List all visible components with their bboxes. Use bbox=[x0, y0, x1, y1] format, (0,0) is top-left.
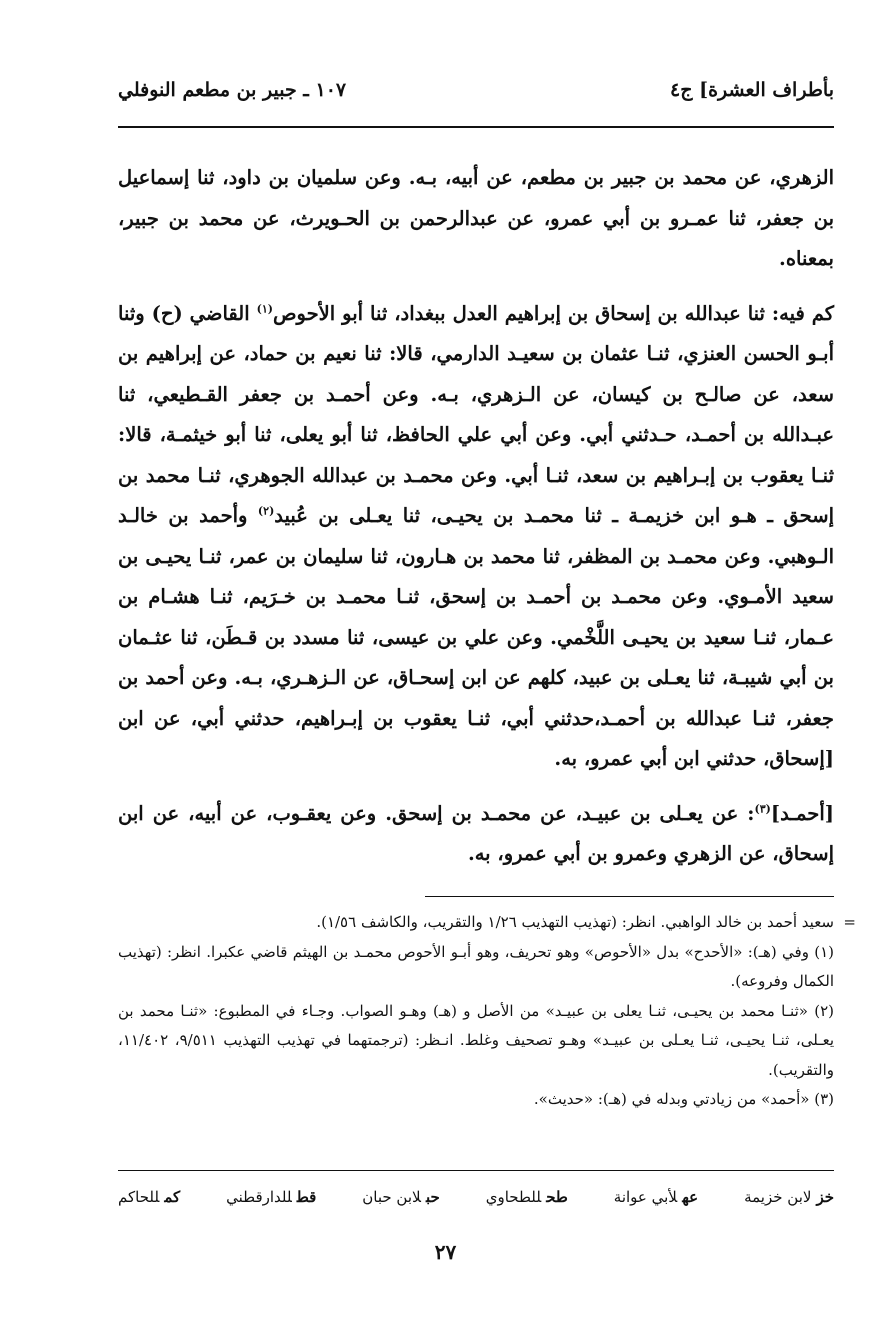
abbr-item: طحللطحاوي bbox=[485, 1188, 568, 1206]
continuation-text: سعيد أحمد بن خالد الواهبي. انظر: (تهذيب التهذيب ١/٢٦ والتقريب، والكاشف ١/٥٦). bbox=[316, 913, 834, 931]
footnotes bbox=[118, 908, 856, 1115]
paragraph-1: الزهري، عن محمد بن جبير بن مطعم، عن أبيه، بـه. وعن سلميان بن داود، ثنا إسماعيل بن جعفر، ثنا عمـرو بن أبي عمرو، عن عبدالرحمن بن الحـويرث، عن محمد بن جبير، بمعناه. bbox=[118, 166, 834, 270]
footnote-3: (٣) «أحمد» من زيادتي وبدله في (هـ): «حديث». bbox=[533, 1090, 834, 1108]
paragraph-3 bbox=[118, 794, 834, 875]
continuation-marker: = bbox=[843, 913, 856, 931]
header-chapter: ١٠٧ ـ جبير بن مطعم النوفلي bbox=[118, 79, 347, 101]
header-volume: بأطراف العشرة] ج٤ bbox=[670, 79, 834, 101]
footnote-ref-2: (٢) bbox=[257, 504, 275, 518]
p3-text-b: : عن يعـلى بن عبيـد، عن محمـد بن إسحق. وعن يعقـوب، عن أبيه، عن ابن إسحاق، عن الزهري وعمرو بن أبي عمرو، به. bbox=[118, 801, 834, 865]
abbr-item: كمللحاكم bbox=[118, 1188, 181, 1206]
abbr-item: حبلابن حبان bbox=[362, 1188, 440, 1206]
p2-text-b: القاضي (ح) وثنا أبـو الحسن العنزي، ثنـا عثمان بن سعيـد الدارمي، قالا: ثنا نعيم بن حماد، عن إبراهيم بن سعد، عن صالـح بن كيسان، عن الـزهري، بـه. وعن أحمـد بن جعفر القـطيعي، ثنا عبـدالله بن أحمـد، حـدثني أبي. وعن أبي علي الحافظ، ثنا أبو يعلى، ثنا أبو خيثمـة، قالا: ثنـا يعقوب بن إبـراهيم بن سعد، ثنـا أبي. وعن محمـد بن عبدالله الجوهري، ثنـا محمد بن إسحق ـ هـو ابن خزيمـة ـ ثنا محمـد بن يحيـى، ثنا يعـلى بن عُبيد bbox=[118, 301, 834, 527]
bottom-rule bbox=[118, 1170, 834, 1171]
p3-text-a: [أحمـد] bbox=[770, 801, 834, 825]
footnote-ref-3: (٣) bbox=[754, 802, 771, 815]
p2-text-c: وأحمد بن خالـد الـوهبي. وعن محمـد بن المظفر، ثنا محمد بن هـارون، ثنا سليمان بن عمر، ثنـا يحيـى بن سعيد الأمـوي. وعن محمـد بن أحمـد بن إسحق، ثنـا محمـد بن خـرَيم، ثنـا هشـام بن عـمار، ثنـا سعيد بن يحيـى اللَّخْمي. وعن علي بن عيسى، ثنا مسدد بن قـطَن، ثنا عثـمان بن أبي شيبـة، ثنا يعـلى بن عبيد، كلهم عن ابن إسحـاق، عن الـزهـري، بـه. وعن أحمد بن جعفر، ثنـا عبدالله بن أحمـد،حدثني أبي، ثنـا يعقوب بن إبـراهيم، حدثني أبي، عن ابن [إسحاق، حدثني ابن أبي عمرو، به. bbox=[118, 504, 834, 770]
footnote-rule bbox=[425, 896, 834, 897]
header-rule bbox=[118, 126, 834, 128]
abbr-item: خزلابن خزيمة bbox=[744, 1188, 834, 1206]
footnote-continuation bbox=[118, 908, 856, 938]
abbr-item: قطللدارقطني bbox=[226, 1188, 317, 1206]
main-text bbox=[118, 158, 834, 889]
footnote-2: (٢) «ثنـا محمد بن يحيـى، ثنـا يعلى بن عبيـد» من الأصل و (هـ) وهـو الصواب. وجـاء في المطبوع: «ثنـا محمد بن يعـلى، ثنـا يحيـى، ثنـا يعـلى بن عبيـد» وهـو تصحيف وغلط. انـظر: (ترجمتهما في تهذيب التهذيب ٩/٥١١، ١١/٤٠٢، والتقريب). bbox=[118, 1001, 834, 1079]
abbr-item: عهلأبي عوانة bbox=[613, 1188, 699, 1206]
footnote-1: (١) وفي (هـ): «الأحدح» بدل «الأحوص» وهو تحريف، وهو أبـو الأحوص محمـد بن الهيثم قاضي عكبرا. انظر: (تهذيب الكمال وفروعه). bbox=[118, 942, 834, 990]
paragraph-2 bbox=[118, 294, 834, 780]
footnote-ref-1: (١) bbox=[256, 302, 273, 315]
page-number: ٢٧ bbox=[434, 1240, 457, 1264]
abbreviation-key bbox=[118, 1182, 834, 1212]
p2-text-a: كم فيه: ثنا عبدالله بن إسحاق بن إبراهيم العدل ببغداد، ثنا أبو الأحوص bbox=[272, 301, 834, 325]
running-header bbox=[118, 70, 834, 110]
